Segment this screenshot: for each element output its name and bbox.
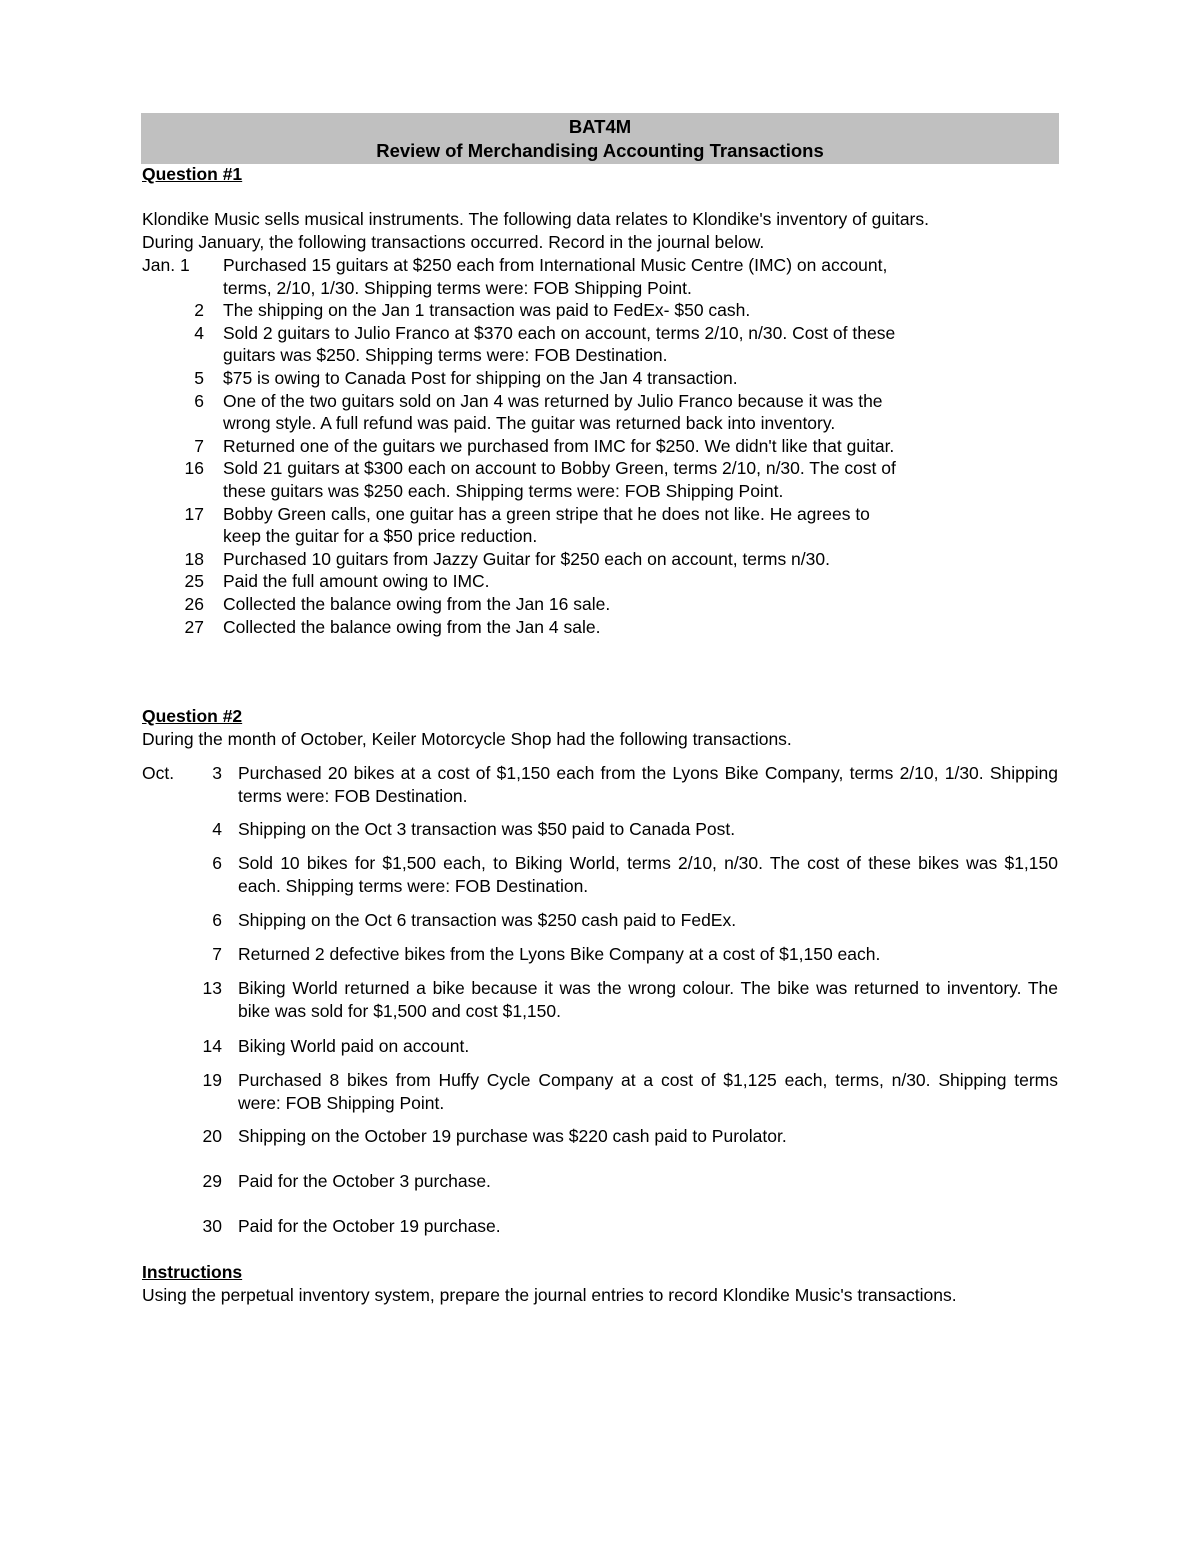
transaction-text-line: these guitars was $250 each. Shipping terms were: FOB Shipping Point. [223,480,784,501]
transaction-text-line: Sold 2 guitars to Julio Franco at $370 each on account, terms 2/10, n/30. Cost of these [223,322,896,343]
transaction-text: Biking World returned a bike because it was the wrong colour. The bike was returned to inventory. The bike was sold for $1,500 and cost $1,150. [238,978,1058,1021]
transaction-item [142,435,1042,458]
transaction-text [223,616,1042,639]
title-banner [141,113,1059,164]
transaction-date: 5 [194,367,204,388]
transaction-item [142,1215,1058,1238]
transaction-date: 27 [184,616,204,637]
transaction-item [142,1069,1058,1114]
transaction-date: Jan. 1 [142,255,190,275]
transaction-item [142,977,1058,1022]
transaction-day: 13 [202,978,222,998]
transaction-date: 25 [184,571,204,592]
transaction-item [142,909,1058,932]
transaction-text-line: Collected the balance owing from the Jan 16 sale. [223,593,611,614]
question-1-intro-line-1: Klondike Music sells musical instruments. The following data relates to Klondike's inventory of guitars. [142,209,929,229]
transaction-item [142,818,1058,841]
transaction-item [142,367,1042,390]
transaction-day: 4 [212,819,222,839]
transaction-item [142,943,1058,966]
transaction-item [142,548,1042,571]
transaction-item [142,616,1042,639]
transaction-item [142,762,1058,807]
transaction-text-line: wrong style. A full refund was paid. The guitar was returned back into inventory. [223,413,836,434]
transaction-text [223,435,1042,458]
transaction-day: 7 [212,944,222,964]
transaction-text-line: $75 is owing to Canada Post for shipping on the Jan 4 transaction. [223,367,738,388]
transaction-item [142,322,1042,367]
transaction-date: 18 [184,548,204,569]
transaction-text: Paid for the October 19 purchase. [238,1216,501,1236]
transaction-text: Biking World paid on account. [238,1036,470,1056]
transaction-item [142,254,1042,299]
transaction-text-line: Purchased 15 guitars at $250 each from International Music Centre (IMC) on account, [223,255,888,275]
question-2-intro: During the month of October, Keiler Motorcycle Shop had the following transactions. [142,729,792,749]
transaction-text [223,367,1042,390]
transaction-text [223,299,1042,322]
transaction-item [142,299,1042,322]
transaction-text [223,548,1042,571]
transaction-item [142,503,1042,548]
transaction-text [223,254,1042,299]
transaction-text-line: guitars was $250. Shipping terms were: FOB Destination. [223,345,668,366]
transaction-day: 6 [212,853,222,873]
document-title: Review of Merchandising Accounting Transactions [376,140,824,161]
question-2-heading: Question #2 [142,706,243,726]
transaction-text [223,503,1042,548]
transaction-day: 14 [202,1036,222,1056]
transaction-text [223,457,1042,502]
transaction-text: Returned 2 defective bikes from the Lyons Bike Company at a cost of $1,150 each. [238,944,881,964]
transaction-date: 16 [184,458,204,479]
transaction-item [142,390,1042,435]
transaction-item [142,1125,1058,1148]
transaction-date: 4 [194,322,204,343]
transaction-text [223,593,1042,616]
transaction-text-line: Sold 21 guitars at $300 each on account to Bobby Green, terms 2/10, n/30. The cost of [223,458,896,479]
transaction-date: 7 [194,435,204,456]
transaction-text: Sold 10 bikes for $1,500 each, to Biking World, terms 2/10, n/30. The cost of these bikes was $1,150 each. Shipping terms were: FOB Destination. [238,853,1058,896]
transaction-item [142,570,1042,593]
transaction-text-line: Returned one of the guitars we purchased from IMC for $250. We didn't like that guitar. [223,435,895,456]
transaction-text [223,390,1042,435]
transaction-text-line: terms, 2/10, 1/30. Shipping terms were: FOB Shipping Point. [223,277,692,298]
transaction-text: Purchased 20 bikes at a cost of $1,150 each from the Lyons Bike Company, terms 2/10, 1/30. Shipping terms were: FOB Destination. [238,763,1058,806]
transaction-day: 3 [212,763,222,783]
transaction-text [223,322,1042,367]
transaction-date: 26 [184,593,204,614]
question-1-transaction-list [142,254,1042,638]
transaction-item [142,1170,1058,1193]
transaction-month: Oct. [142,763,175,783]
transaction-item [142,457,1042,502]
transaction-date: 2 [194,300,204,321]
transaction-text: Shipping on the Oct 3 transaction was $50 paid to Canada Post. [238,819,736,839]
transaction-text: Shipping on the Oct 6 transaction was $250 cash paid to FedEx. [238,910,737,930]
question-1-intro-line-2: During January, the following transactions occurred. Record in the journal below. [142,232,765,252]
transaction-text-line: Paid the full amount owing to IMC. [223,571,490,592]
transaction-text-line: Collected the balance owing from the Jan 4 sale. [223,616,601,637]
question-1-heading: Question #1 [142,164,243,184]
transaction-date: 6 [194,390,204,411]
transaction-text-line: Purchased 10 guitars from Jazzy Guitar for $250 each on account, terms n/30. [223,548,830,569]
transaction-day: 30 [202,1216,222,1236]
transaction-text: Paid for the October 3 purchase. [238,1171,491,1191]
transaction-text-line: One of the two guitars sold on Jan 4 was returned by Julio Franco because it was the [223,390,883,411]
transaction-item [142,852,1058,897]
instructions-text: Using the perpetual inventory system, prepare the journal entries to record Klondike Music's transactions. [142,1285,957,1305]
transaction-text-line: The shipping on the Jan 1 transaction was paid to FedEx- $50 cash. [223,300,751,321]
course-code: BAT4M [568,116,632,137]
transaction-item [142,593,1042,616]
instructions-heading: Instructions [142,1262,243,1282]
transaction-date: 17 [184,503,204,524]
transaction-item [142,1035,1058,1058]
transaction-day: 6 [212,910,222,930]
transaction-text [223,570,1042,593]
transaction-day: 19 [202,1070,222,1090]
transaction-text: Purchased 8 bikes from Huffy Cycle Company at a cost of $1,125 each, terms, n/30. Shipping terms were: FOB Shipping Point. [238,1070,1058,1113]
transaction-day: 29 [202,1171,222,1191]
transaction-day: 20 [202,1126,222,1146]
transaction-text-line: keep the guitar for a $50 price reduction. [223,526,538,547]
transaction-text: Shipping on the October 19 purchase was $220 cash paid to Purolator. [238,1126,787,1146]
transaction-text-line: Bobby Green calls, one guitar has a green stripe that he does not like. He agrees to [223,503,870,524]
